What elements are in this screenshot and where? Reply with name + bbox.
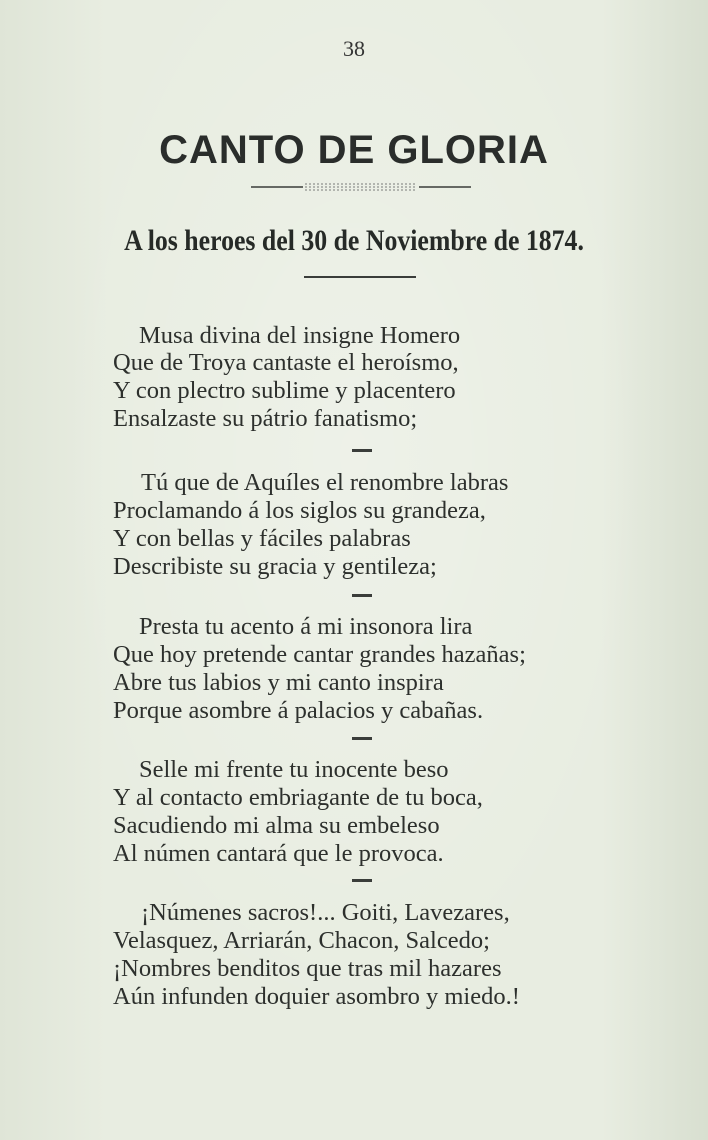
poem-line: Velasquez, Arriarán, Chacon, Salcedo;: [113, 927, 490, 954]
poem-line: Presta tu acento á mi insonora lira: [139, 613, 473, 640]
stanza-divider: [352, 879, 372, 882]
poem-line: Aún infunden doquier asombro y miedo.!: [113, 983, 520, 1010]
poem-line: Musa divina del insigne Homero: [139, 322, 461, 349]
poem-line: ¡Númenes sacros!... Goiti, Lavezares,: [141, 899, 510, 926]
poem-line: Selle mi frente tu inocente beso: [139, 756, 449, 783]
poem-line: ¡Nombres benditos que tras mil hazares: [113, 955, 502, 982]
page-number: 38: [343, 36, 365, 61]
poem-line: Abre tus labios y mi canto inspira: [113, 669, 444, 696]
poem-line: Sacudiendo mi alma su embeleso: [113, 812, 440, 839]
poem-line: Y con plectro sublime y placentero: [113, 377, 456, 404]
poem-line: Ensalzaste su pátrio fanatismo;: [113, 405, 418, 432]
stanza-divider: [352, 737, 372, 740]
stanza-divider: [352, 449, 372, 452]
poem-title: CANTO DE GLORIA: [159, 128, 549, 172]
poem-line: Al númen cantará que le provoca.: [113, 840, 444, 867]
poem-line: Que hoy pretende cantar grandes hazañas;: [113, 641, 526, 668]
poem-line: Y con bellas y fáciles palabras: [113, 525, 411, 552]
stanza-divider: [352, 594, 372, 597]
poem-line: Que de Troya cantaste el heroísmo,: [113, 349, 459, 376]
poem-line: Tú que de Aquíles el renombre labras: [141, 469, 509, 496]
poem-line: Y al contacto embriagante de tu boca,: [113, 784, 483, 811]
dedication-line: A los heroes del 30 de Noviembre de 1874.: [124, 224, 584, 257]
title-ornament-rule: [251, 182, 471, 192]
poem-line: Proclamando á los siglos su grandeza,: [113, 497, 486, 524]
dedication-rule: [304, 276, 416, 278]
poem-line: Describiste su gracia y gentileza;: [113, 553, 437, 580]
poem-line: Porque asombre á palacios y cabañas.: [113, 697, 484, 724]
